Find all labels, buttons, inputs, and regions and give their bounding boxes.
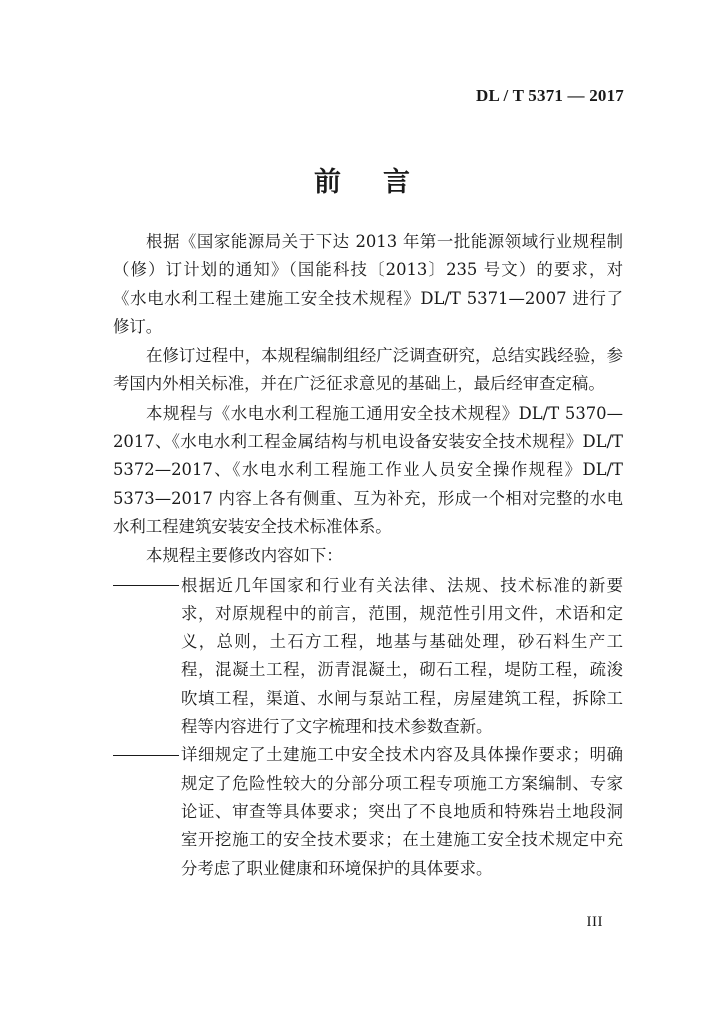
paragraph-revision-process: 在修订过程中，本规程编制组经广泛调查研究，总结实践经验，参考国内外相关标准，并在广泛征求意见的基础上，最后经审查定稿。 xyxy=(113,346,623,394)
title-char-1: 前 xyxy=(314,167,341,198)
dash-marker xyxy=(113,741,181,769)
change-item xyxy=(113,572,623,742)
paragraph-revision-basis: 根据《国家能源局关于下达 2013 年第一批能源领域行业规程制（修）订计划的通知》（国能科技〔2013〕235 号文）的要求，对《水电水利工程土建施工安全技术规程》DL/T 5371—2007 进行了修订。 xyxy=(113,232,623,336)
page-title xyxy=(0,160,724,199)
title-char-2: 言 xyxy=(383,167,410,198)
page-number: III xyxy=(586,914,603,930)
change-item-text: 根据近几年国家和行业有关法律、法规、技术标准的新要求，对原规程中的前言，范围，规范性引用文件，术语和定义，总则，土石方工程，地基与基础处理，砂石料生产工程，混凝土工程，沥青混凝土，砌石工程，堤防工程，疏浚吹填工程，渠道、水闸与泵站工程，房屋建筑工程，拆除工程等内容进行了文字梳理和技术参数查新。 xyxy=(181,575,623,737)
dash-marker xyxy=(113,572,181,600)
change-item-text: 详细规定了土建施工中安全技术内容及具体操作要求；明确规定了危险性较大的分部分项工程专项施工方案编制、专家论证、审查等具体要求；突出了不良地质和特殊岩土地段洞室开挖施工的安全技术要求；在土建施工安全技术规定中充分考虑了职业健康和环境保护的具体要求。 xyxy=(181,745,623,878)
standard-code: DL / T 5371 — 2017 xyxy=(476,86,624,105)
paragraph-changes-intro: 本规程主要修改内容如下： xyxy=(146,546,343,566)
paragraph-related-standards: 本规程与《水电水利工程施工通用安全技术规程》DL/T 5370—2017、《水电水利工程金属结构与机电设备安装安全技术规程》DL/T 5372—2017、《水电水利工程施工作业人员安全操作规程》DL/T 5373—2017 内容上各有侧重、互为补充，形成一个相对完整的水电水利工程建筑安装安全技术标准体系。 xyxy=(113,403,623,536)
preface-body xyxy=(113,228,623,883)
change-item xyxy=(113,741,623,882)
